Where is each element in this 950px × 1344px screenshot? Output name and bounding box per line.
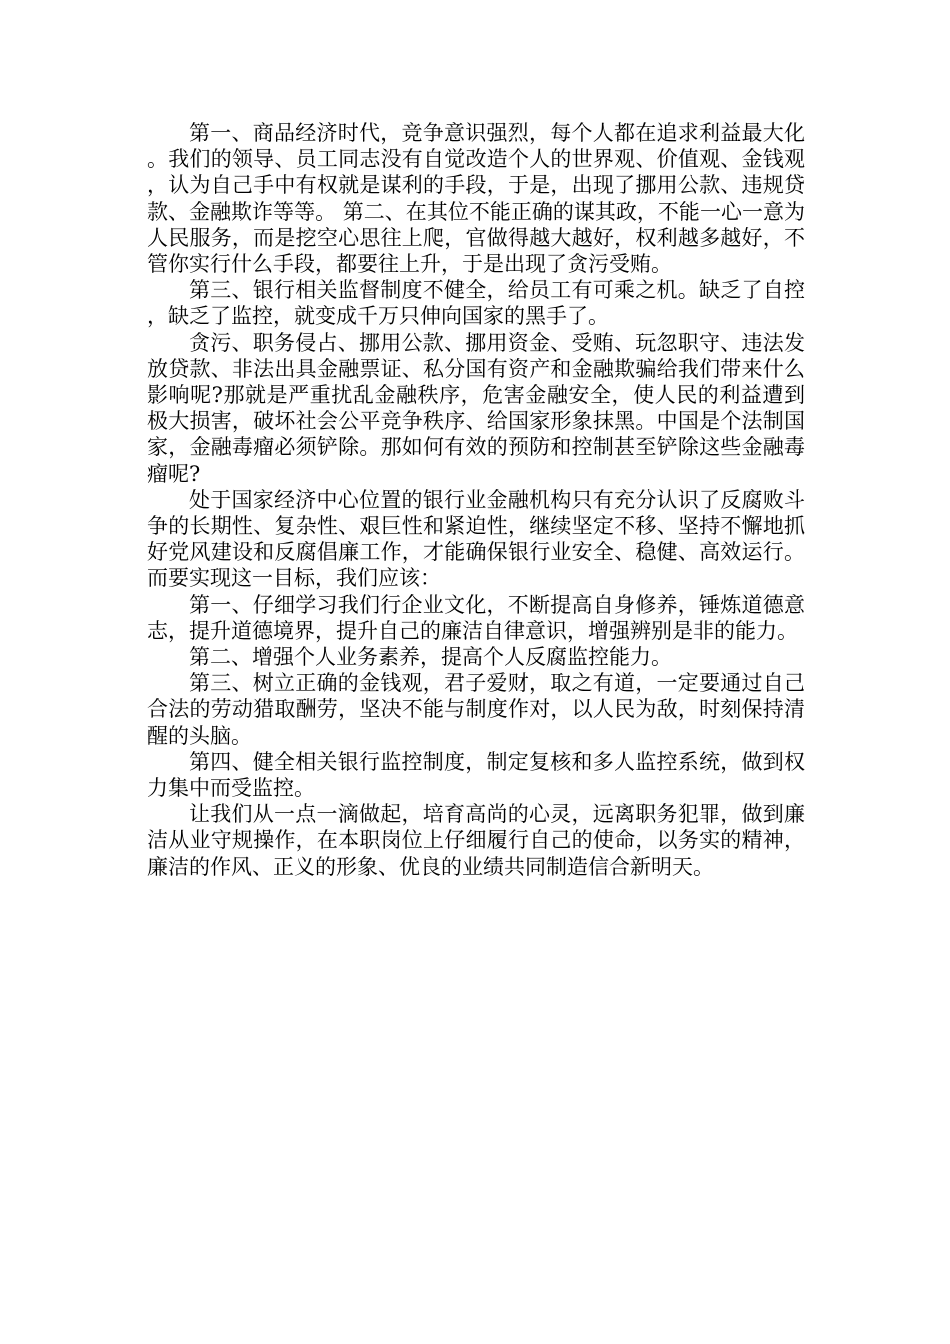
paragraph-impact: 贪污、职务侵占、挪用公款、挪用资金、受贿、玩忽职守、违法发放贷款、非法出具金融票证、私分国有资产和金融欺骗给我们带来什么影响呢?那就是严重扰乱金融秩序，危害金融安全，使人民的利益遭到极大损害，破坏社会公平竞争秩序、给国家形象抹黑。中国是个法制国家，金融毒瘤必须铲除。那如何有效的预防和控制甚至铲除这些金融毒瘤呢? <box>147 330 805 486</box>
paragraph-measure-1: 第一、仔细学习我们行企业文化，不断提高自身修养，锤炼道德意志，提升道德境界，提升自己的廉洁自律意识，增强辨别是非的能力。 <box>147 592 805 643</box>
paragraph-cause-3: 第三、银行相关监督制度不健全，给员工有可乘之机。缺乏了自控，缺乏了监控，就变成千万只伸向国家的黑手了。 <box>147 278 805 329</box>
paragraph-measure-4: 第四、健全相关银行监控制度，制定复核和多人监控系统，做到权力集中而受监控。 <box>147 749 805 801</box>
paragraph-goal: 处于国家经济中心位置的银行业金融机构只有充分认识了反腐败斗争的长期性、复杂性、艰巨性和紧迫性，继续坚定不移、坚持不懈地抓好党风建设和反腐倡廉工作，才能确保银行业安全、稳健、高效运行。而要实现这一目标，我们应该： <box>147 487 805 591</box>
paragraph-measure-3: 第三、树立正确的金钱观，君子爱财，取之有道，一定要通过自己合法的劳动猎取酬劳，坚决不能与制度作对，以人民为敌，时刻保持清醒的头脑。 <box>147 671 805 748</box>
paragraph-conclusion: 让我们从一点一滴做起，培育高尚的心灵，远离职务犯罪，做到廉洁从业守规操作，在本职岗位上仔细履行自己的使命，以务实的精神，廉洁的作风、正义的形象、优良的业绩共同制造信合新明天。 <box>147 802 805 879</box>
paragraph-measure-2: 第二、增强个人业务素养，提高个人反腐监控能力。 <box>189 645 672 670</box>
paragraph-causes-1-2: 第一、商品经济时代，竞争意识强烈，每个人都在追求利益最大化。我们的领导、员工同志没有自觉改造个人的世界观、价值观、金钱观，认为自己手中有权就是谋利的手段，于是，出现了挪用公款、违规贷款、金融欺诈等等。 第二、在其位不能正确的谋其政，不能一心一意为人民服务，而是挖空心思往上爬，官做得越大越好，权利越多越好，不管你实行什么手段，都要往上升，于是出现了贪污受贿。 <box>147 121 805 277</box>
document-body <box>147 120 805 880</box>
